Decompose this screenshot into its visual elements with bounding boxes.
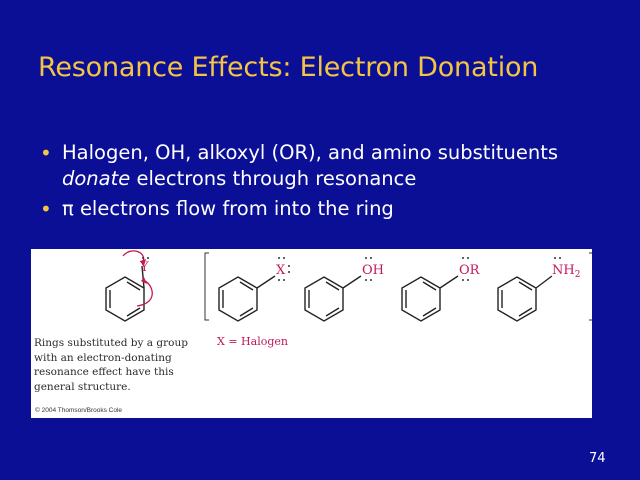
lone-pair-icon <box>554 257 561 259</box>
benzene-ring-halogen <box>219 276 275 321</box>
bullet-dot-icon: • <box>40 197 52 221</box>
lone-pair-icon <box>142 257 149 259</box>
bullet-text: Halogen, OH, alkoxyl (OR), and amino substituents <box>62 141 559 164</box>
benzene-ring-alkoxyl <box>402 276 458 321</box>
benzene-ring-hydroxyl <box>305 276 361 321</box>
substituent-label <box>552 263 580 280</box>
figure-caption: Rings substituted by a group with an electron-donating resonance effect have this general structure. <box>34 337 188 393</box>
bullet-list <box>40 140 630 222</box>
halogen-note: X = Halogen <box>217 335 288 348</box>
substituent-label: OH <box>362 263 384 278</box>
resonance-figure <box>31 249 592 418</box>
bullet-item <box>40 140 630 192</box>
amino-label: NH <box>552 263 575 278</box>
benzene-ring-amino <box>498 276 552 321</box>
copyright-notice: © 2004 Thomson/Brooks Cole <box>35 407 123 414</box>
slide-number: 74 <box>589 451 606 466</box>
bullet-dot-icon: • <box>40 141 52 165</box>
bullet-item <box>40 196 630 222</box>
bullet-text: electrons through resonance <box>130 167 417 190</box>
substituent-label: OR <box>459 263 480 278</box>
bullet-emphasis: donate <box>62 167 131 190</box>
slide-title: Resonance Effects: Electron Donation <box>38 52 539 83</box>
substituent-label: Y <box>140 260 149 275</box>
benzene-ring-general <box>106 266 144 321</box>
substituent-label: X <box>276 263 286 278</box>
bullet-text: π electrons flow from into the ring <box>62 197 394 220</box>
amino-subscript: 2 <box>574 270 581 280</box>
